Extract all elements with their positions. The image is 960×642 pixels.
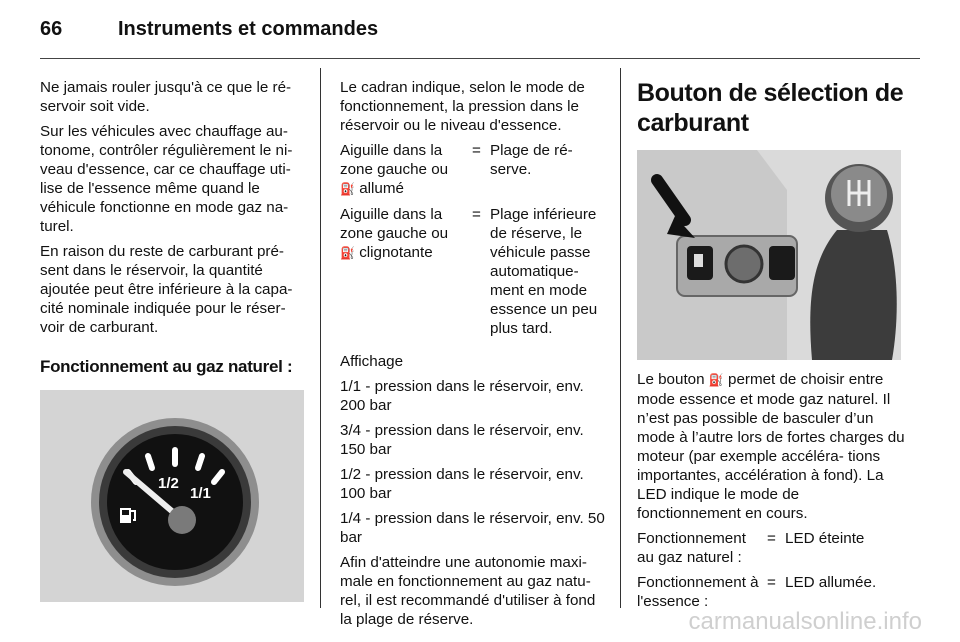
paragraph: Sur les véhicules avec chauffage au- tonome, contrôler régulièrement le ni- veau d'essence, car ce chauffage uti- lise de l'essence même quand le véhicule fonctionne en mode gaz na- turel. <box>40 123 293 235</box>
section-heading-natural-gas: Fonctionnement au gaz naturel : <box>40 357 293 376</box>
column-left <box>40 78 308 602</box>
fuel-gauge-illustration <box>40 390 304 602</box>
row-left-tail: allumé <box>359 180 404 197</box>
reading: 1/4 - pression dans le réservoir, env. 50 bar <box>340 510 605 546</box>
outro-text: Afin d'atteindre une autonomie maxi- male en fonctionnement au gaz natu- rel, il est recommandé d'utiliser à fond la plage de réserve. <box>340 554 596 628</box>
selector-description <box>637 370 905 523</box>
row-left-tail: clignotante <box>359 244 433 261</box>
column-divider-1 <box>320 68 321 608</box>
column-middle <box>340 78 606 635</box>
selector-text-a: Le bouton <box>637 371 705 388</box>
reading: 1/1 - pression dans le réservoir, env. 200 bar <box>340 378 584 414</box>
selector-text-b: permet de choisir entre mode essence et mode gaz naturel. Il n’est pas possible de basculer d’un mode à l’autre lors de fortes charges du moteur (par exemple accéléra- tions importantes, accélération à fond). La LED indique le mode de fonctionnement en cours. <box>637 371 905 522</box>
header-rule <box>40 58 920 59</box>
page-header <box>40 18 378 41</box>
row-right: Plage de ré- serve. <box>490 142 573 178</box>
mode-row <box>637 573 905 611</box>
indicator-row <box>340 141 606 199</box>
fuel-pump-icon: ⛽ <box>708 373 724 387</box>
watermark: carmanualsonline.info <box>688 608 922 635</box>
row-left: Fonctionnement au gaz naturel : <box>637 530 746 566</box>
reading: 3/4 - pression dans le réservoir, env. 150 bar <box>340 422 584 458</box>
gauge-hub <box>168 506 196 534</box>
paragraph: En raison du reste de carburant pré- sent dans le réservoir, la quantité ajoutée peut être inférieure à la capa- cité nominale indiquée pour le réser- voir de carburant. <box>40 243 293 336</box>
affichage-label: Affichage <box>340 353 404 370</box>
row-right: LED éteinte <box>785 530 865 547</box>
reading: 1/2 - pression dans le réservoir, env. 100 bar <box>340 466 584 502</box>
row-right: Plage inférieure de réserve, le véhicule passe automatique- ment en mode essence un peu plus tard. <box>490 206 598 337</box>
gauge-label-full: 1/1 <box>190 485 211 502</box>
row-equals: = <box>472 142 481 159</box>
row-right: LED allumée. <box>785 574 877 591</box>
page-title: Instruments et commandes <box>118 18 379 40</box>
column-right <box>637 78 905 617</box>
indicator-row <box>340 205 606 338</box>
fuel-pump-icon: ⛽ <box>340 182 355 196</box>
section-heading-fuel-selector: Bouton de sélection de carburant <box>637 79 904 137</box>
page-number: 66 <box>40 18 63 40</box>
row-left: Aiguille dans la zone gauche ou <box>340 142 449 178</box>
fuel-selector-illustration <box>637 150 901 360</box>
mode-row <box>637 529 905 567</box>
row-equals: = <box>472 206 481 223</box>
intro-text: Le cadran indique, selon le mode de fonctionnement, la pression dans le réservoir ou le niveau d'essence. <box>340 79 585 134</box>
row-left: Fonctionnement à l'essence : <box>637 574 759 610</box>
gauge-label-half: 1/2 <box>158 475 179 492</box>
row-equals: = <box>767 574 776 591</box>
row-equals: = <box>767 530 776 547</box>
column-divider-2 <box>620 68 621 608</box>
paragraph: Ne jamais rouler jusqu'à ce que le ré- servoir soit vide. <box>40 79 292 115</box>
row-left: Aiguille dans la zone gauche ou <box>340 206 449 242</box>
fuel-pump-icon: ⛽ <box>340 246 355 260</box>
